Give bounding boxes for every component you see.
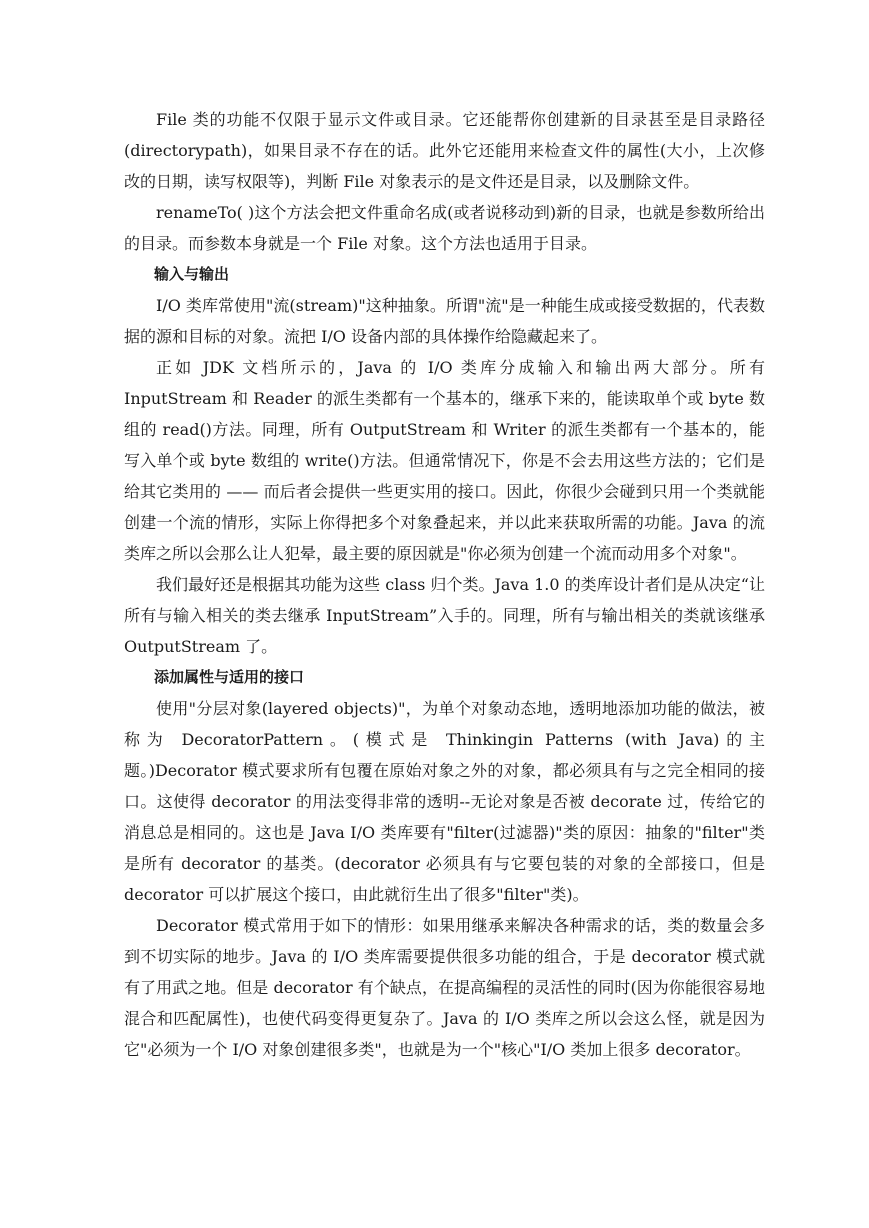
heading-input-output: 输入与输出 bbox=[154, 265, 230, 283]
paragraph-renameto: renameTo( )这个方法会把文件重命名成(或者说移动到)新的目录，也就是参数所给出的目录。而参数本身就是一个 File 对象。这个方法也适用于目录。 bbox=[124, 203, 765, 253]
paragraph-jdk-io: 正如 JDK 文档所示的，Java 的 I/O 类库分成输入和输出两大部分。所有 InputStream 和 Reader 的派生类都有一个基本的，继承下来的，能读取单个或 byte 数组的 read()方法。同理，所有 OutputStream 和 Writer 的派生类都有一个基本的，能写入单个或 byte 数组的 write()方法。但通常情况下，你是不会去用这些方法的；它们是给其它类用的 —— 而后者会提供一些更实用的接口。因此，你很少会碰到只用一个类就能创建一个流的情形，实际上你得把多个对象叠起来，并以此来获取所需的功能。Java 的流类库之所以会那么让人犯晕，最主要的原因就是"你必须为创建一个流而动用多个对象"。 bbox=[124, 358, 765, 563]
paragraph-decorator-usage: Decorator 模式常用于如下的情形：如果用继承来解决各种需求的话，类的数量会多到不切实际的地步。Java 的 I/O 类库需要提供很多功能的组合，于是 decorator 模式就有了用武之地。但是 decorator 有个缺点，在提高编程的灵活性的同时(因为你能很容易地混合和匹配属性)，也使代码变得更复杂了。Java 的 I/O 类库之所以会这么怪，就是因为它"必须为一个 I/O 对象创建很多类"，也就是为一个"核心"I/O 类加上很多 decorator。 bbox=[124, 916, 765, 1059]
paragraph-io-stream: I/O 类库常使用"流(stream)"这种抽象。所谓"流"是一种能生成或接受数据的，代表数据的源和目标的对象。流把 I/O 设备内部的具体操作给隐藏起来了。 bbox=[124, 296, 765, 346]
heading-decorator-interface: 添加属性与适用的接口 bbox=[154, 668, 305, 686]
paragraph-decorator-pattern: 使用"分层对象(layered objects)"，为单个对象动态地，透明地添加功能的做法，被称为 DecoratorPattern。(模式是 Thinkingin Patterns (with Java)的主题。)Decorator 模式要求所有包覆在原始对象之外的对象，都必须具有与之完全相同的接口。这使得 decorator 的用法变得非常的透明--无论对象是否被 decorate 过，传给它的消息总是相同的。这也是 Java I/O 类库要有"filter(过滤器)"类的原因：抽象的"filter"类是所有 decorator 的基类。(decorator 必须具有与它要包装的对象的全部接口，但是 decorator 可以扩展这个接口，由此就衍生出了很多"filter"类)。 bbox=[124, 699, 765, 904]
paragraph-class-grouping: 我们最好还是根据其功能为这些 class 归个类。Java 1.0 的类库设计者们是从决定“让所有与输入相关的类去继承 InputStream”入手的。同理，所有与输出相关的类就该继承 OutputStream 了。 bbox=[124, 575, 765, 656]
document-body bbox=[124, 104, 765, 1065]
paragraph-file-class: File 类的功能不仅限于显示文件或目录。它还能帮你创建新的目录甚至是目录路径(directorypath)，如果目录不存在的话。此外它还能用来检查文件的属性(大小，上次修改的日期，读写权限等)，判断 File 对象表示的是文件还是目录，以及删除文件。 bbox=[124, 110, 765, 191]
